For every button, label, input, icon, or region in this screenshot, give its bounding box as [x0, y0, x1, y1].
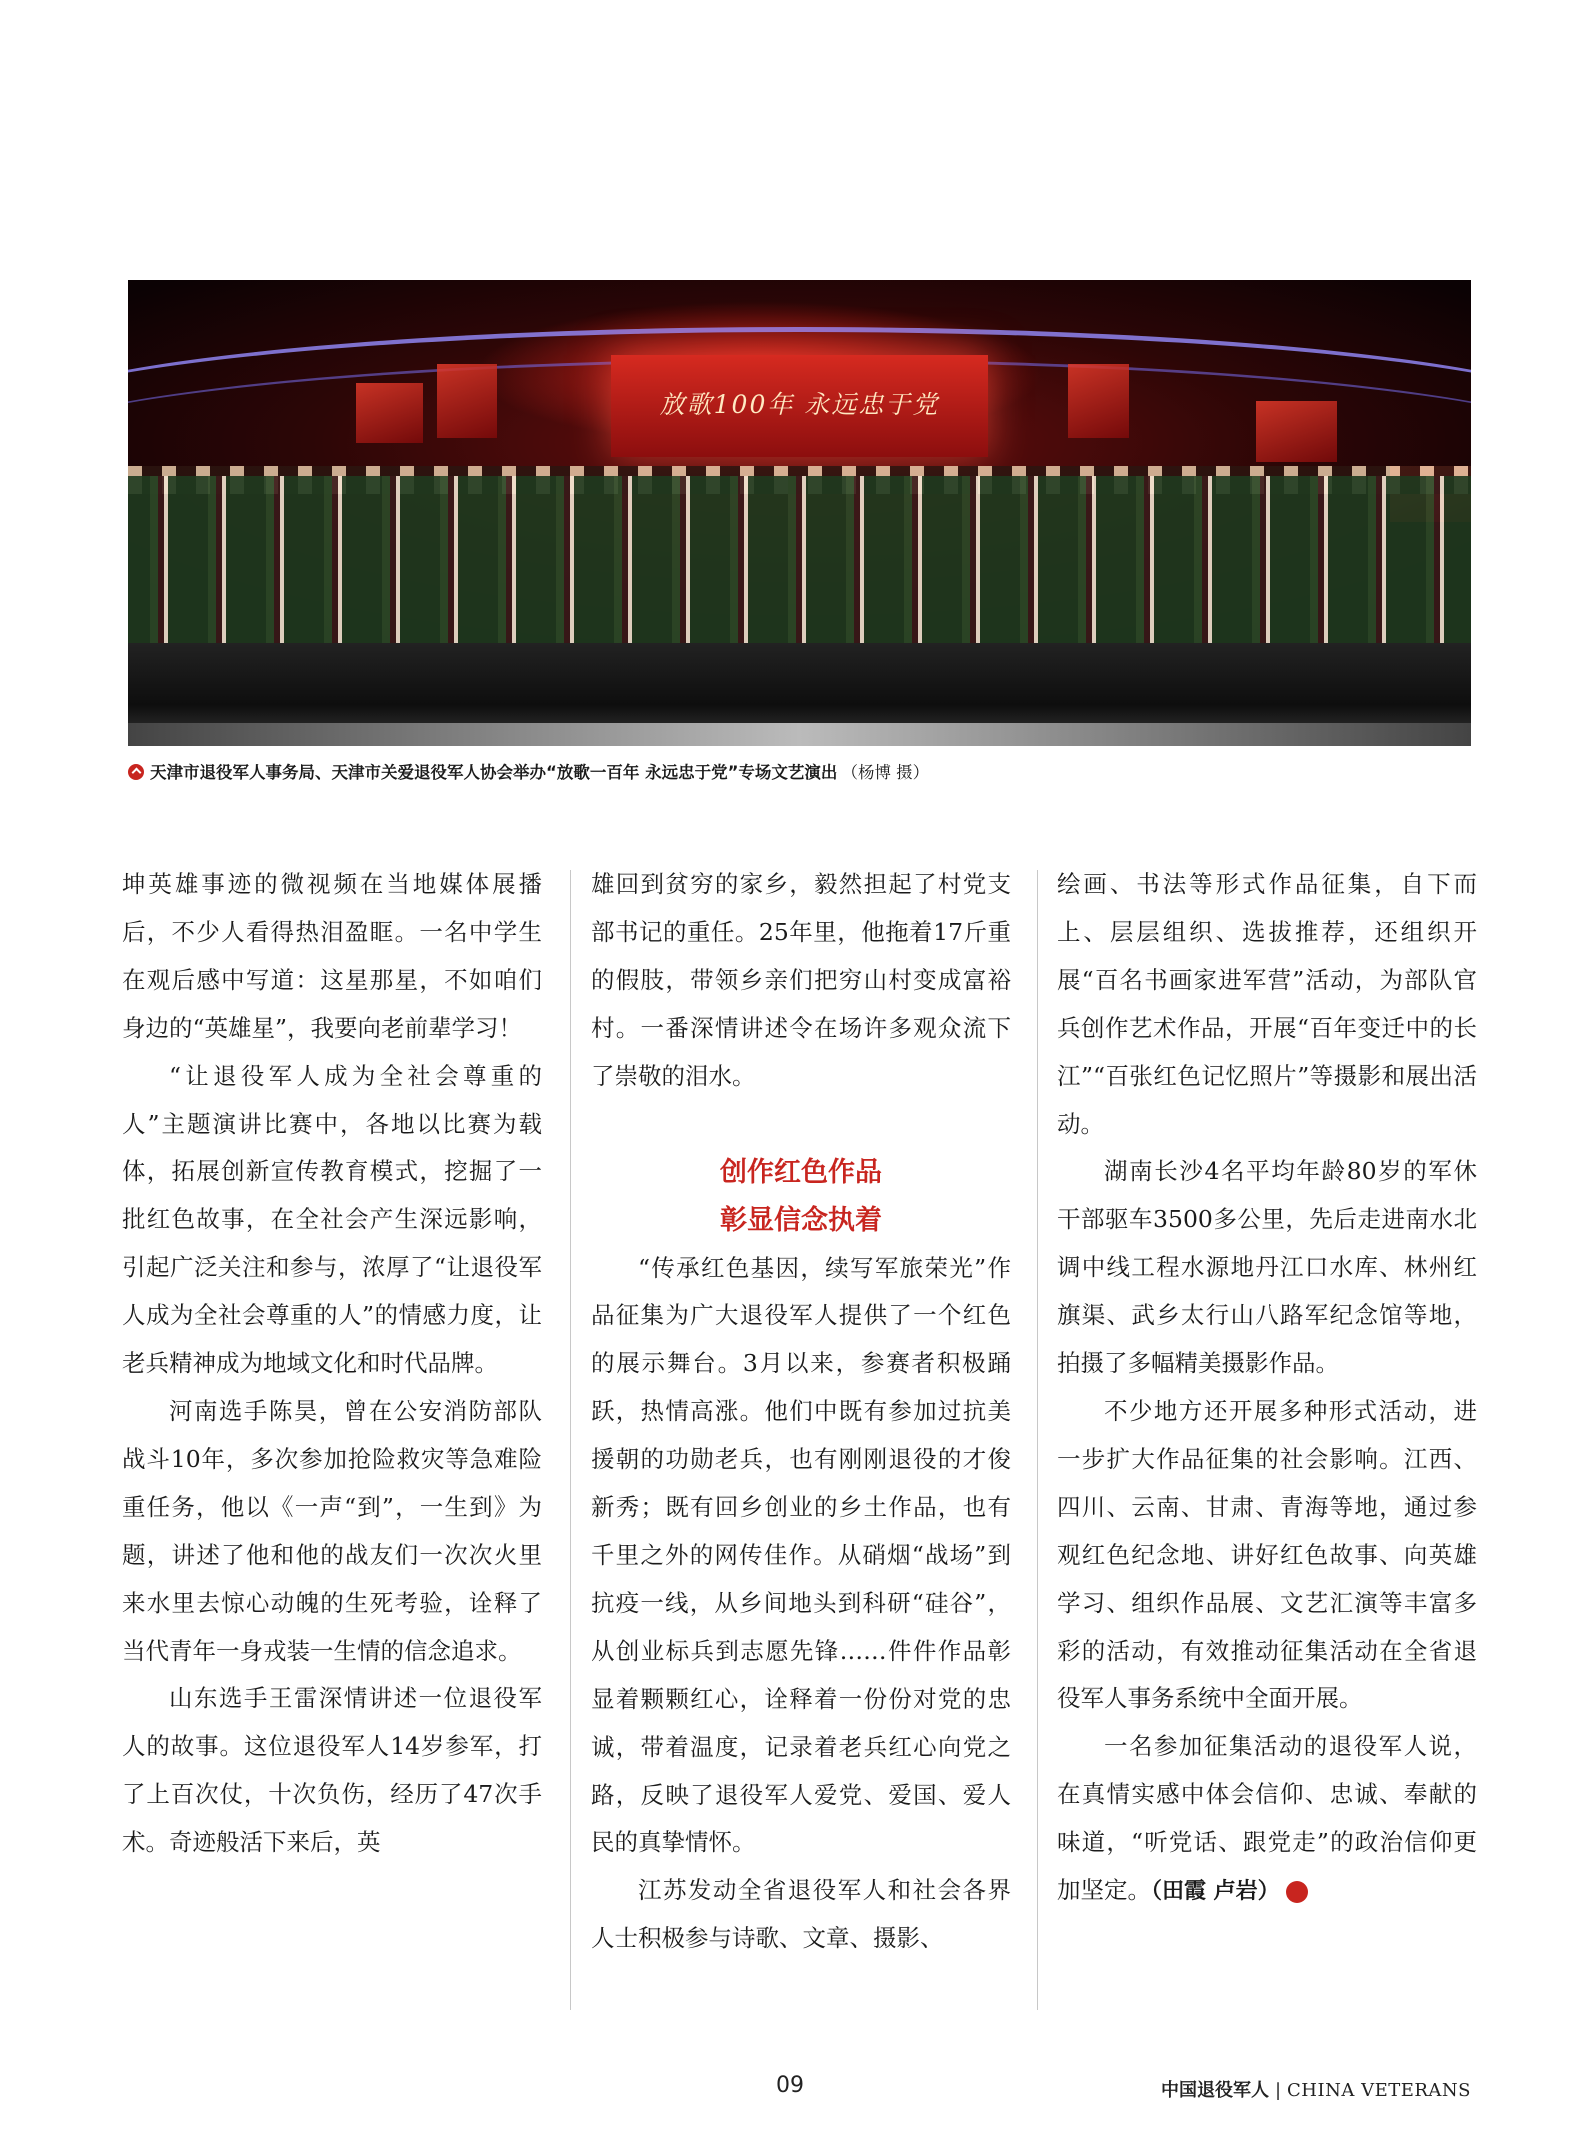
stage-photo: [128, 280, 1471, 746]
photo-caption: [128, 759, 1471, 787]
red-screen-panel: [437, 364, 497, 439]
caption-text: 天津市退役军人事务局、天津市关爱退役军人协会举办“放歌一百年 永远忠于党”专场文艺演出: [150, 763, 838, 782]
text-column-1: [122, 861, 542, 2001]
paragraph: 绘画、书法等形式作品征集，自下而上、层层组织、选拔推荐，还组织开展“百名书画家进军营”活动，为部队官兵创作艺术作品，开展“百年变迁中的长江”“百张红色记忆照片”等摄影和展出活动。: [1057, 870, 1477, 1138]
paragraph: “传承红色基因，续写军旅荣光”作品征集为广大退役军人提供了一个红色的展示舞台。3月以来，参赛者积极踊跃，热情高涨。他们中既有参加过抗美援朝的功勋老兵，也有刚刚退役的才俊新秀；既有回乡创业的乡土作品，也有千里之外的网传佳作。从硝烟“战场”到抗疫一线，从乡间地头到科研“硅谷”，从创业标兵到志愿先锋……件件作品彰显着颗颗红心，诠释着一份份对党的忠诚，带着温度，记录着老兵红心向党之路，反映了退役军人爱党、爱国、爱人民的真挚情怀。: [591, 1253, 1011, 1857]
section-heading-line-1: 创作红色作品: [720, 1156, 882, 1188]
paragraph-text: 一名参加征集活动的退役军人说，在真情实感中体会信仰、忠诚、奉献的味道，“听党话、跟党走”的政治信仰更加坚定。: [1057, 1732, 1477, 1905]
text-column-3: [1057, 861, 1477, 2001]
paragraph: 湖南长沙4名平均年龄80岁的军休干部驱车3500多公里，先后走进南水北调中线工程水源地丹江口水库、林州红旗渠、武乡太行山八路军纪念馆等地，拍摄了多幅精美摄影作品。: [1057, 1157, 1477, 1378]
paragraph: 坤英雄事迹的微视频在当地媒体展播后，不少人看得热泪盈眶。一名中学生在观后感中写道：这星那星，不如咱们身边的“英雄星”，我要向老前辈学习！: [122, 870, 542, 1042]
paragraph: 江苏发动全省退役军人和社会各界人士积极参与诗歌、文章、摄影、: [591, 1876, 1011, 1953]
masthead-separator: |: [1274, 2080, 1282, 2101]
magazine-name-cn: 中国退役军人: [1160, 2080, 1269, 2101]
v-badge-icon: V: [1286, 1881, 1308, 1903]
paragraph: 雄回到贫穷的家乡，毅然担起了村党支部书记的重任。25年里，他拖着17斤重的假肢，带领乡亲们把穷山村变成富裕村。一番深情讲述令在场许多观众流下了崇敬的泪水。: [591, 870, 1011, 1090]
red-screen-panel: [1256, 401, 1337, 462]
photo-credit: （杨博 摄）: [841, 763, 930, 782]
page-number: 09: [776, 2073, 804, 2098]
section-heading-line-2: 彰显信念执着: [720, 1204, 882, 1236]
text-column-2: [591, 861, 1011, 2001]
column-divider: [1037, 870, 1038, 2010]
paragraph: “让退役军人成为全社会尊重的人”主题演讲比赛中，各地以比赛为载体，拓展创新宣传教育模式，挖掘了一批红色故事，在全社会产生深远影响，引起广泛关注和参与，浓厚了“让退役军人成为全社会尊重的人”的情感力度，让老兵精神成为地域文化和时代品牌。: [122, 1061, 542, 1378]
red-screen-panel: [1068, 364, 1128, 439]
stage-backdrop-screen: [611, 355, 987, 458]
screen-title: 放歌100年 永远忠于党: [659, 390, 940, 420]
magazine-masthead: [1161, 2076, 1471, 2102]
magazine-name-en: CHINA VETERANS: [1287, 2080, 1471, 2101]
paragraph: 山东选手王雷深情讲述一位退役军人的故事。这位退役军人14岁参军，打了上百次仗，十次负伤，经历了47次手术。奇迹般活下来后，英: [122, 1684, 542, 1857]
section-spacer: [591, 1101, 1011, 1149]
column-divider: [570, 870, 571, 2010]
author-byline: （田霞 卢岩）: [1151, 1879, 1280, 1905]
paragraph: 河南选手陈昊，曾在公安消防部队战斗10年，多次参加抢险救灾等急难险重任务，他以《一声“到”，一生到》为题，讲述了他和他的战友们一次次火里来水里去惊心动魄的生死考验，诠释了当代青年一身戎装一生情的信念追求。: [122, 1396, 542, 1665]
stage-rim: [128, 723, 1471, 746]
paragraph-last: [1057, 1723, 1477, 1916]
chevron-up-circle-icon: [128, 764, 144, 780]
paragraph: 不少地方还开展多种形式活动，进一步扩大作品征集的社会影响。江西、四川、云南、甘肃、青海等地，通过参观红色纪念地、讲好红色故事、向英雄学习、组织作品展、文艺汇演等丰富多彩的活动，有效推动征集活动在全省退役军人事务系统中全面开展。: [1057, 1396, 1477, 1713]
red-screen-panel: [356, 383, 423, 444]
